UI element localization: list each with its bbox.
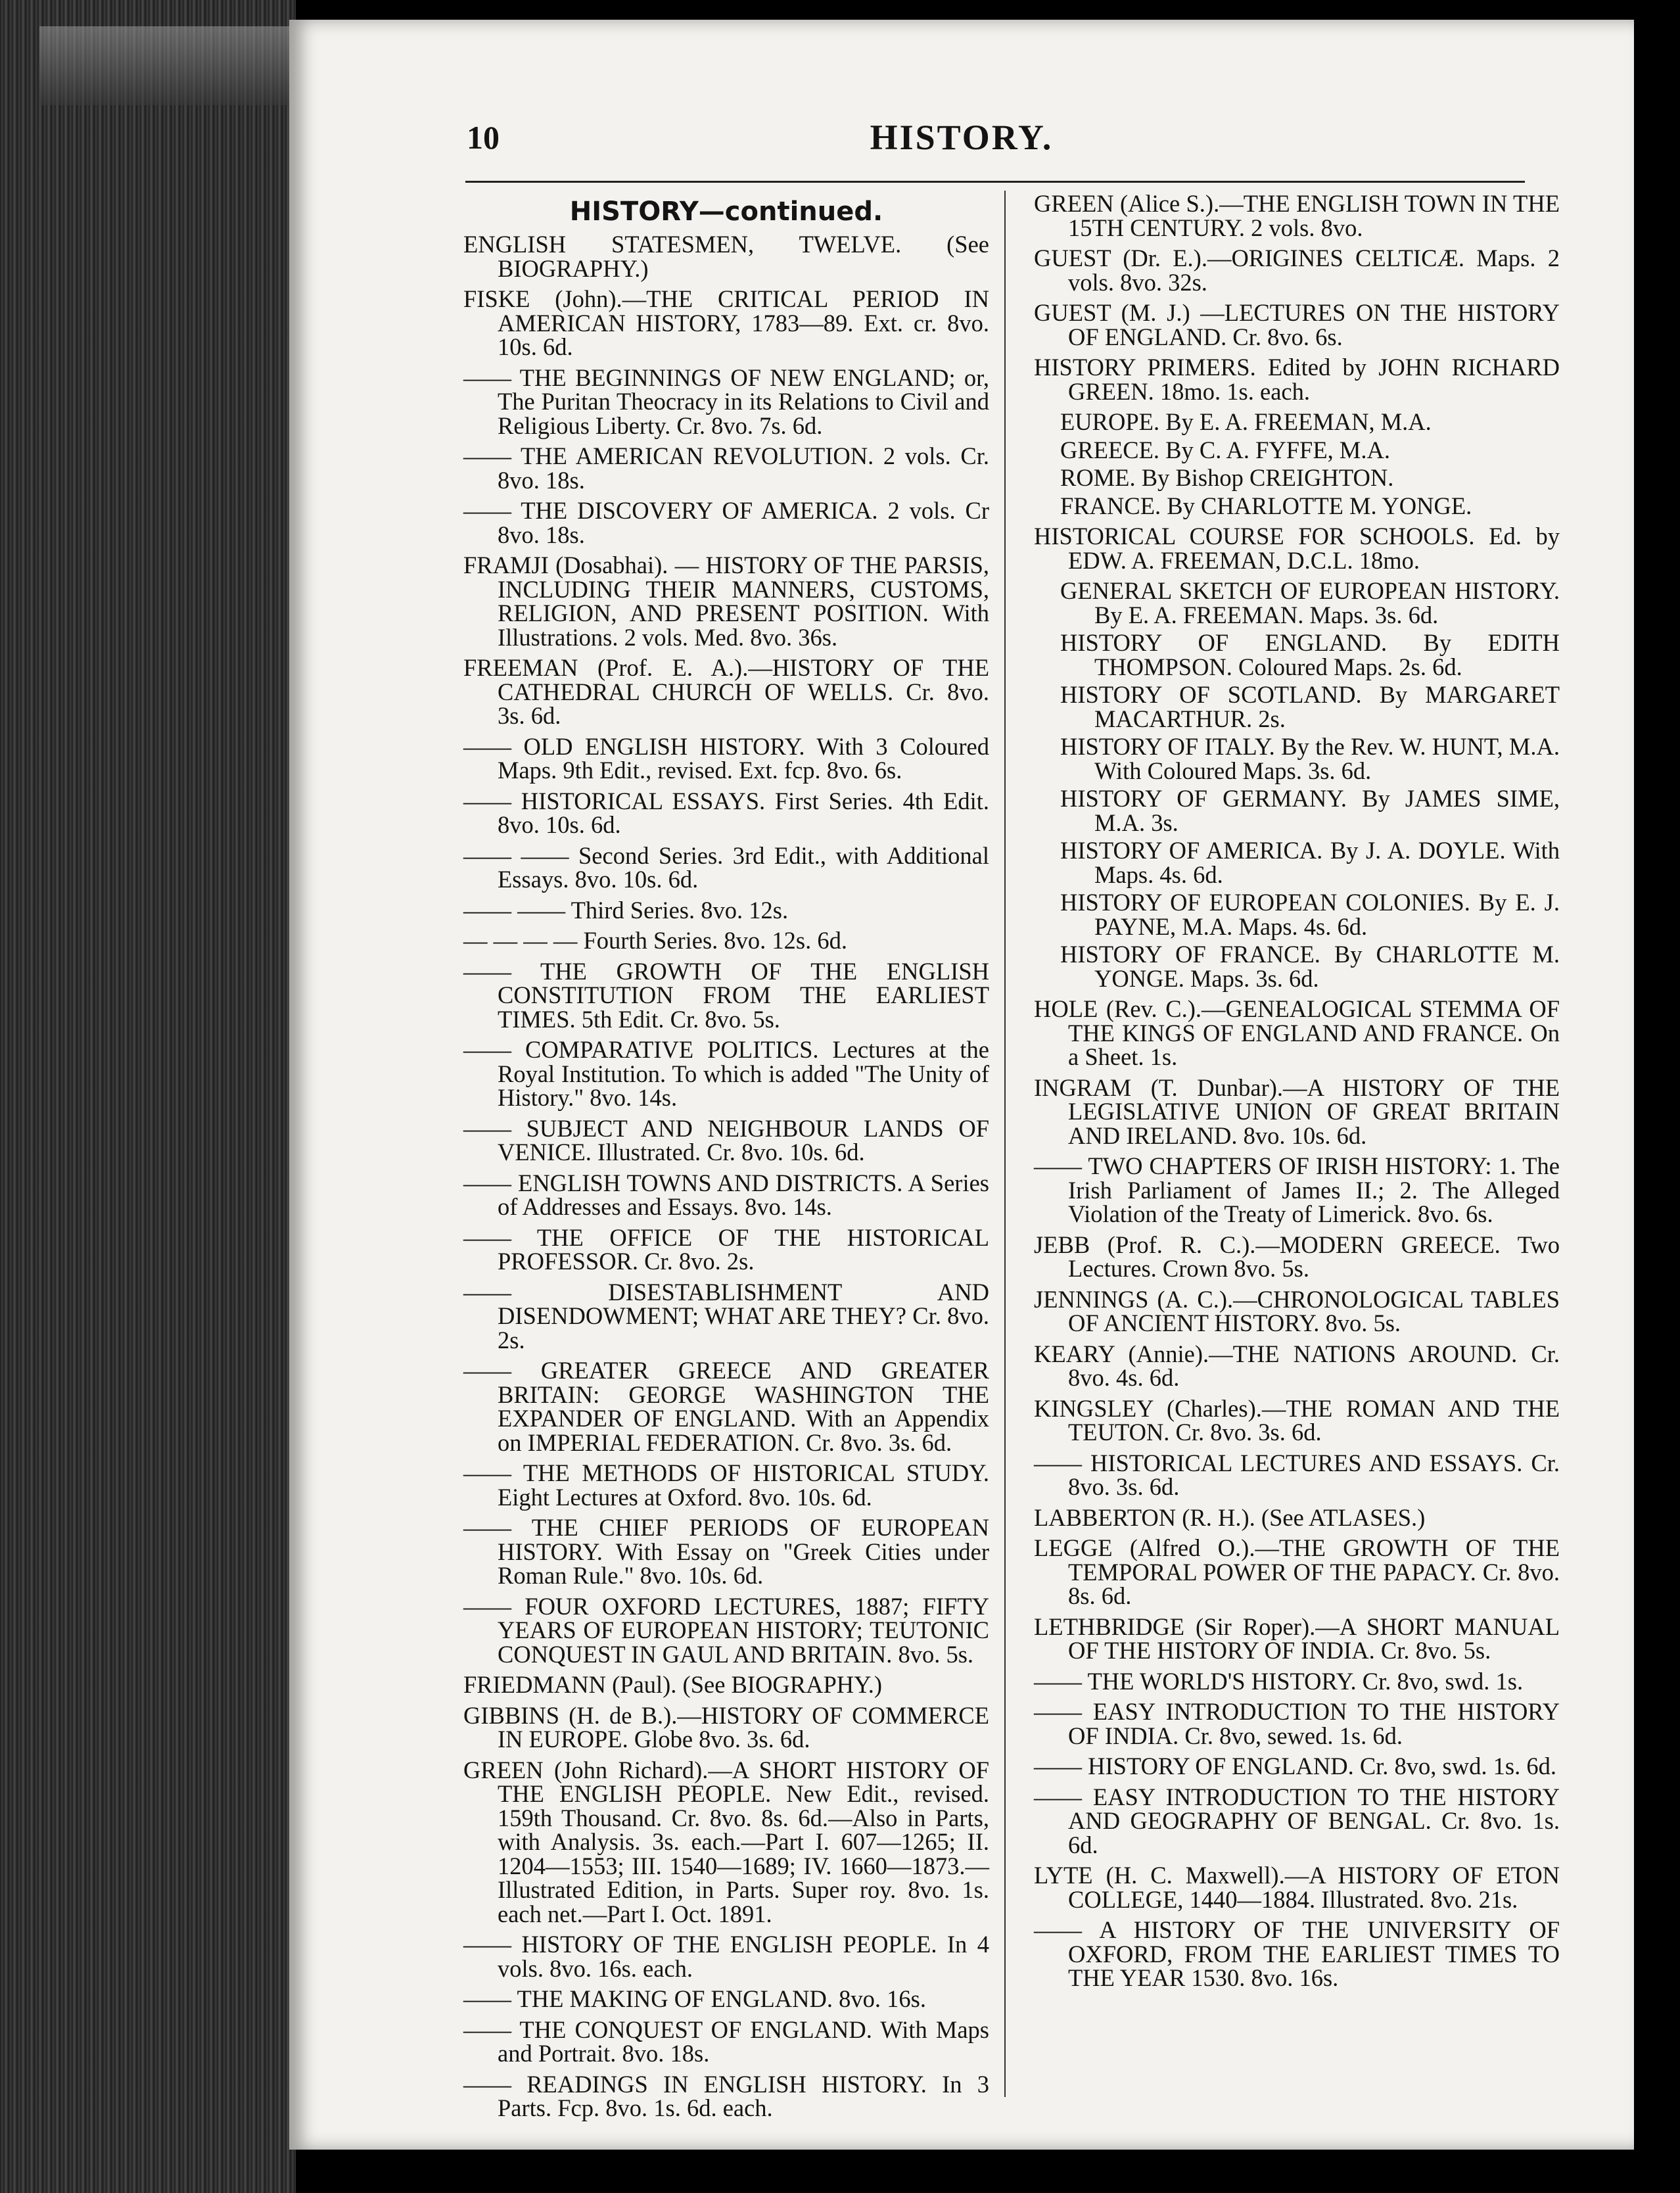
history-primers-list — [1060, 410, 1560, 518]
catalogue-entry: GUEST (M. J.) —LECTURES ON THE HISTORY OF ENGLAND. Cr. 8vo. 6s. — [1034, 299, 1560, 350]
catalogue-entry: — — — — Fourth Series. 8vo. 12s. 6d. — [463, 927, 847, 954]
catalogue-entry: FRAMJI (Dosabhai). — HISTORY OF THE PARSIS, INCLUDING THEIR MANNERS, CUSTOMS, RELIGION, AND PRESENT POSITION. With Illustrations. 2 vols. Med. 8vo. 36s. — [463, 552, 989, 651]
catalogue-page — [289, 20, 1634, 2150]
catalogue-entry: GUEST (Dr. E.).—ORIGINES CELTICÆ. Maps. 2 vols. 8vo. 32s. — [1034, 245, 1560, 296]
catalogue-entry: ENGLISH STATESMEN, TWELVE. (See BIOGRAPHY.) — [463, 231, 989, 282]
catalogue-entry: FREEMAN (Prof. E. A.).—HISTORY OF THE CATHEDRAL CHURCH OF WELLS. Cr. 8vo. 3s. 6d. — [463, 654, 989, 729]
catalogue-entry: ROME. By Bishop CREIGHTON. — [1060, 464, 1394, 491]
catalogue-entry: HISTORY PRIMERS. Edited by JOHN RICHARD GREEN. 18mo. 1s. each. — [1034, 354, 1560, 405]
catalogue-entry: —— THE METHODS OF HISTORICAL STUDY. Eight Lectures at Oxford. 8vo. 10s. 6d. — [463, 1459, 989, 1511]
catalogue-entry: —— HISTORY OF ENGLAND. Cr. 8vo, swd. 1s. 6d. — [1034, 1753, 1556, 1780]
catalogue-entry: HISTORY OF SCOTLAND. By MARGARET MACARTHUR. 2s. — [1060, 681, 1560, 732]
catalogue-entry: —— OLD ENGLISH HISTORY. With 3 Coloured Maps. 9th Edit., revised. Ext. fcp. 8vo. 6s. — [463, 732, 989, 784]
catalogue-entry: GREECE. By C. A. FYFFE, M.A. — [1060, 436, 1390, 463]
left-entry-list — [463, 233, 989, 2121]
catalogue-entry: FRANCE. By CHARLOTTE M. YONGE. — [1060, 492, 1472, 519]
catalogue-entry: —— THE CONQUEST OF ENGLAND. With Maps and Portrait. 8vo. 18s. — [463, 2016, 989, 2067]
catalogue-entry: —— THE WORLD'S HISTORY. Cr. 8vo, swd. 1s. — [1034, 1667, 1524, 1695]
catalogue-entry: GENERAL SKETCH OF EUROPEAN HISTORY. By E. A. FREEMAN. Maps. 3s. 6d. — [1060, 577, 1560, 628]
catalogue-entry: —— READINGS IN ENGLISH HISTORY. In 3 Parts. Fcp. 8vo. 1s. 6d. each. — [463, 2070, 989, 2121]
catalogue-entry: KEARY (Annie).—THE NATIONS AROUND. Cr. 8vo. 4s. 6d. — [1034, 1340, 1560, 1391]
catalogue-entry: —— THE AMERICAN REVOLUTION. 2 vols. Cr. 8vo. 18s. — [463, 442, 989, 494]
catalogue-entry: —— COMPARATIVE POLITICS. Lectures at the Royal Institution. To which is added "The Unity of History." 8vo. 14s. — [463, 1036, 989, 1111]
catalogue-entry: —— HISTORICAL LECTURES AND ESSAYS. Cr. 8vo. 3s. 6d. — [1034, 1449, 1560, 1500]
catalogue-entry: HISTORY OF EUROPEAN COLONIES. By E. J. PAYNE, M.A. Maps. 4s. 6d. — [1060, 889, 1560, 940]
catalogue-entry: —— TWO CHAPTERS OF IRISH HISTORY: 1. The Irish Parliament of James II.; 2. The Alleged Violation of the Treaty of Limerick. 8vo. 6s. — [1034, 1152, 1560, 1227]
catalogue-entry: HISTORY OF ITALY. By the Rev. W. HUNT, M.A. With Coloured Maps. 3s. 6d. — [1060, 733, 1560, 784]
catalogue-entry: JEBB (Prof. R. C.).—MODERN GREECE. Two Lectures. Crown 8vo. 5s. — [1034, 1231, 1560, 1282]
catalogue-entry: LABBERTON (R. H.). (See ATLASES.) — [1034, 1503, 1426, 1531]
catalogue-entry: HOLE (Rev. C.).—GENEALOGICAL STEMMA OF THE KINGS OF ENGLAND AND FRANCE. On a Sheet. 1s. — [1034, 995, 1560, 1070]
catalogue-entry: —— —— Second Series. 3rd Edit., with Additional Essays. 8vo. 10s. 6d. — [463, 841, 989, 893]
left-column — [463, 192, 989, 2127]
catalogue-entry: HISTORY OF FRANCE. By CHARLOTTE M. YONGE. Maps. 3s. 6d. — [1060, 941, 1560, 992]
catalogue-entry: —— THE BEGINNINGS OF NEW ENGLAND; or, The Puritan Theocracy in its Relations to Civil and Religious Liberty. Cr. 8vo. 7s. 6d. — [463, 364, 989, 439]
running-head: HISTORY. — [870, 118, 1054, 157]
catalogue-entry: GREEN (John Richard).—A SHORT HISTORY OF THE ENGLISH PEOPLE. New Edit., revised. 159th Thousand. Cr. 8vo. 8s. 6d.—Also in Parts, with Analysis. 3s. each.—Part I. 607—1265; II. 1204—1553; III. 1540—1689; IV. 1660—1873.—Illustrated Edition, in Parts. Super roy. 8vo. 1s. each net.—Part I. Oct. 1891. — [463, 1756, 989, 1927]
catalogue-entry: —— HISTORY OF THE ENGLISH PEOPLE. In 4 vols. 8vo. 16s. each. — [463, 1931, 989, 1982]
catalogue-entry: LYTE (H. C. Maxwell).—A HISTORY OF ETON COLLEGE, 1440—1884. Illustrated. 8vo. 21s. — [1034, 1862, 1560, 1913]
catalogue-entry: —— EASY INTRODUCTION TO THE HISTORY OF INDIA. Cr. 8vo, sewed. 1s. 6d. — [1034, 1698, 1560, 1749]
catalogue-entry: —— GREATER GREECE AND GREATER BRITAIN: GEORGE WASHINGTON THE EXPANDER OF ENGLAND. With an Appendix on IMPERIAL FEDERATION. Cr. 8vo. 3s. 6d. — [463, 1357, 989, 1456]
catalogue-entry: EUROPE. By E. A. FREEMAN, M.A. — [1060, 408, 1432, 435]
catalogue-entry: —— THE OFFICE OF THE HISTORICAL PROFESSOR. Cr. 8vo. 2s. — [463, 1223, 989, 1275]
catalogue-entry: —— THE GROWTH OF THE ENGLISH CONSTITUTION FROM THE EARLIEST TIMES. 5th Edit. Cr. 8vo. 5s. — [463, 957, 989, 1033]
section-heading: HISTORY—continued. — [569, 197, 883, 227]
right-entry-list-b — [1034, 997, 1560, 1991]
catalogue-entry: LETHBRIDGE (Sir Roper).—A SHORT MANUAL OF THE HISTORY OF INDIA. Cr. 8vo. 5s. — [1034, 1613, 1560, 1664]
catalogue-entry: KINGSLEY (Charles).—THE ROMAN AND THE TEUTON. Cr. 8vo. 3s. 6d. — [1034, 1394, 1560, 1446]
catalogue-entry: JENNINGS (A. C.).—CHRONOLOGICAL TABLES OF ANCIENT HISTORY. 8vo. 5s. — [1034, 1285, 1560, 1336]
column-divider — [1004, 191, 1006, 2097]
catalogue-entry: GREEN (Alice S.).—THE ENGLISH TOWN IN THE 15TH CENTURY. 2 vols. 8vo. — [1034, 190, 1560, 241]
catalogue-entry: GIBBINS (H. de B.).—HISTORY OF COMMERCE IN EUROPE. Globe 8vo. 3s. 6d. — [463, 1701, 989, 1753]
catalogue-entry: —— SUBJECT AND NEIGHBOUR LANDS OF VENICE. Illustrated. Cr. 8vo. 10s. 6d. — [463, 1114, 989, 1166]
catalogue-entry: —— A HISTORY OF THE UNIVERSITY OF OXFORD, FROM THE EARLIEST TIMES TO THE YEAR 1530. 8vo. 16s. — [1034, 1916, 1560, 1991]
catalogue-entry: —— THE MAKING OF ENGLAND. 8vo. 16s. — [463, 1985, 926, 2012]
catalogue-entry: HISTORY OF GERMANY. By JAMES SIME, M.A. 3s. — [1060, 785, 1560, 836]
catalogue-entry: HISTORY OF ENGLAND. By EDITH THOMPSON. Coloured Maps. 2s. 6d. — [1060, 629, 1560, 680]
course-heading: HISTORICAL COURSE FOR SCHOOLS. Ed. by EDW. A. FREEMAN, D.C.L. 18mo. — [1034, 523, 1560, 574]
catalogue-entry: —— EASY INTRODUCTION TO THE HISTORY AND GEOGRAPHY OF BENGAL. Cr. 8vo. 1s. 6d. — [1034, 1783, 1560, 1858]
catalogue-entry: FRIEDMANN (Paul). (See BIOGRAPHY.) — [463, 1671, 883, 1698]
historical-course-list — [1060, 579, 1560, 991]
header-rule — [465, 181, 1525, 183]
catalogue-entry: —— —— Third Series. 8vo. 12s. — [463, 896, 789, 924]
catalogue-entry: INGRAM (T. Dunbar).—A HISTORY OF THE LEGISLATIVE UNION OF GREAT BRITAIN AND IRELAND. 8vo. 10s. 6d. — [1034, 1073, 1560, 1149]
book-page-edges — [0, 0, 296, 2193]
catalogue-entry: HISTORY OF AMERICA. By J. A. DOYLE. With Maps. 4s. 6d. — [1060, 837, 1560, 888]
catalogue-entry: LEGGE (Alfred O.).—THE GROWTH OF THE TEMPORAL POWER OF THE PAPACY. Cr. 8vo. 8s. 6d. — [1034, 1534, 1560, 1609]
catalogue-entry: —— ENGLISH TOWNS AND DISTRICTS. A Series of Addresses and Essays. 8vo. 14s. — [463, 1169, 989, 1220]
catalogue-entry: —— THE DISCOVERY OF AMERICA. 2 vols. Cr 8vo. 18s. — [463, 497, 989, 548]
catalogue-entry: —— FOUR OXFORD LECTURES, 1887; FIFTY YEARS OF EUROPEAN HISTORY; TEUTONIC CONQUEST IN GAUL AND BRITAIN. 8vo. 5s. — [463, 1592, 989, 1668]
catalogue-entry: —— DISESTABLISHMENT AND DISENDOWMENT; WHAT ARE THEY? Cr. 8vo. 2s. — [463, 1278, 989, 1354]
catalogue-entry: —— HISTORICAL ESSAYS. First Series. 4th Edit. 8vo. 10s. 6d. — [463, 787, 989, 838]
catalogue-entry: —— THE CHIEF PERIODS OF EUROPEAN HISTORY. With Essay on "Greek Cities under Roman Rule." 8vo. 10s. 6d. — [463, 1514, 989, 1589]
page-number: 10 — [467, 119, 500, 156]
right-entry-list-a — [1034, 192, 1560, 404]
book-edge-highlight — [39, 26, 296, 105]
right-column — [1034, 192, 1560, 1997]
catalogue-entry: FISKE (John).—THE CRITICAL PERIOD IN AMERICAN HISTORY, 1783—89. Ext. cr. 8vo. 10s. 6d. — [463, 285, 989, 360]
